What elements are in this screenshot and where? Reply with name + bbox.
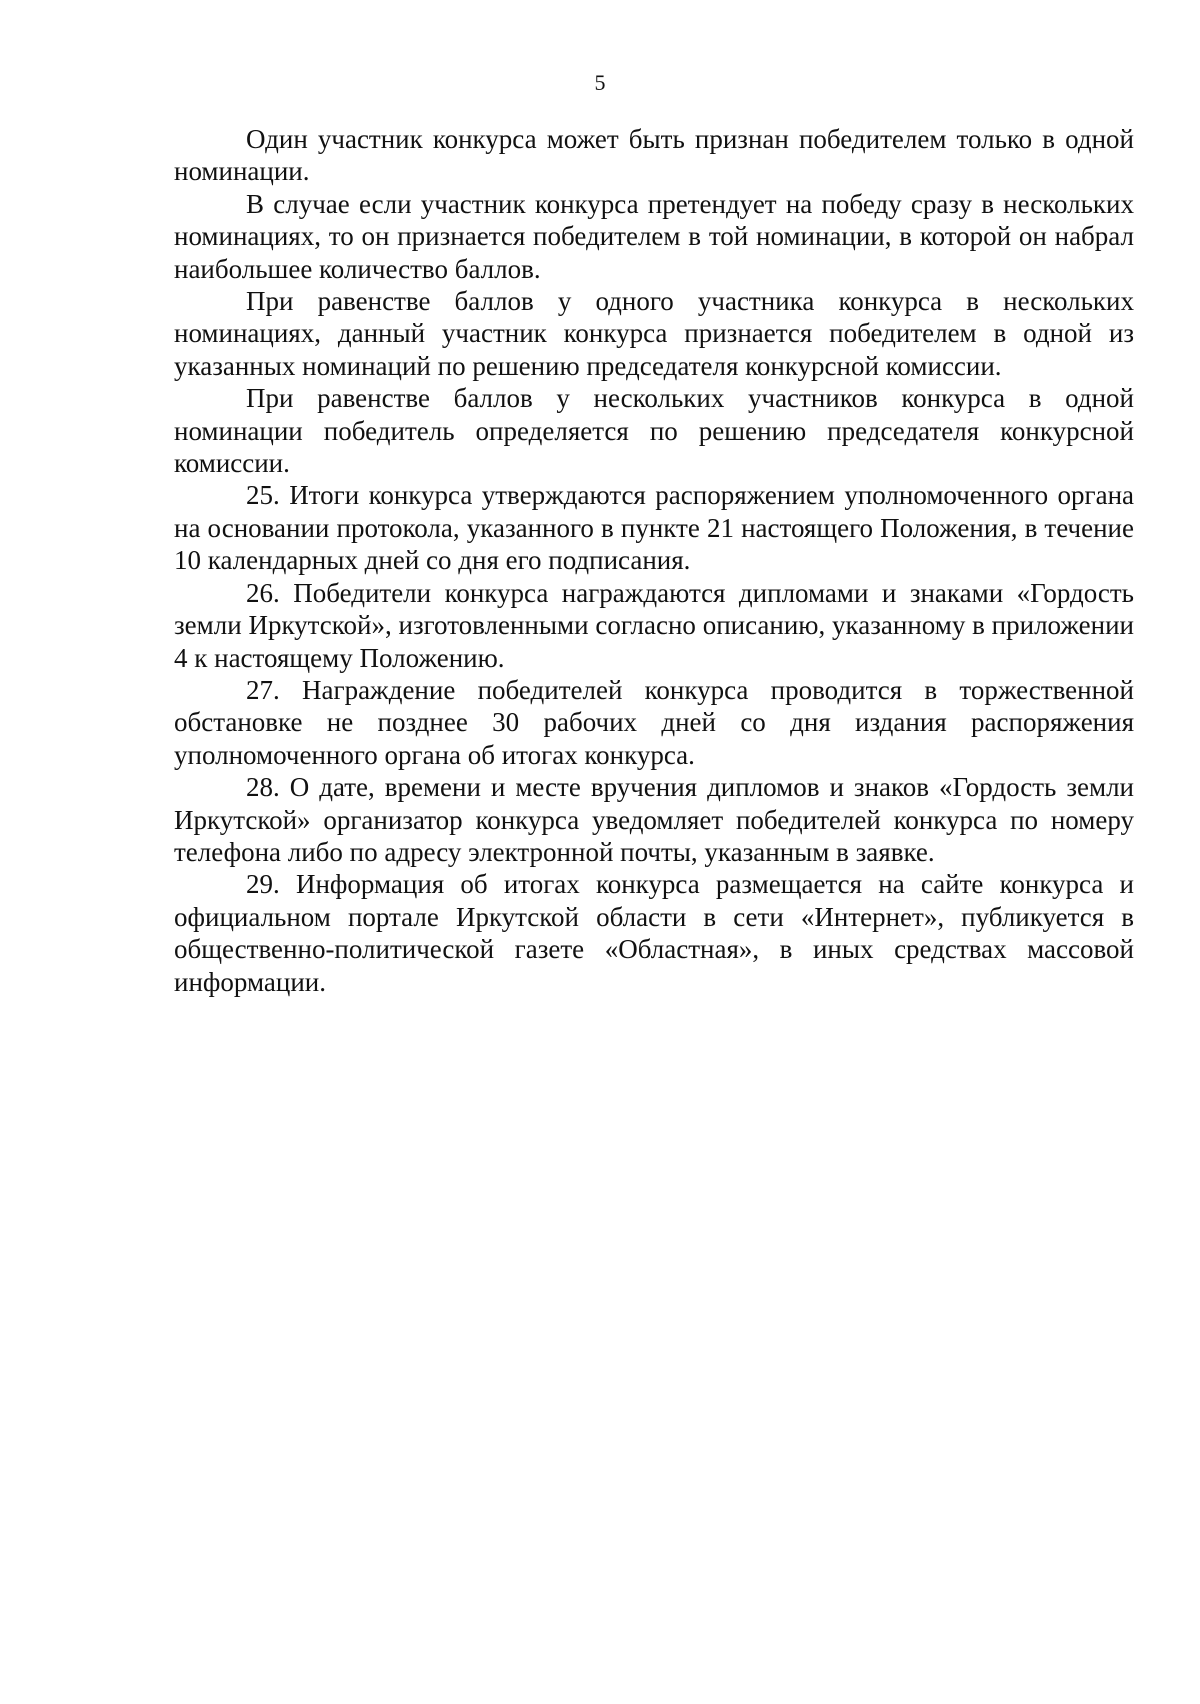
paragraph-item-29: 29. Информация об итогах конкурса размещается на сайте конкурса и официальном портале Иркутской области в сети «Интернет», публикуется в общественно-политической газете «Областная», в иных средствах массовой информации. (174, 869, 1134, 997)
paragraph-single-nomination: Один участник конкурса может быть признан победителем только в одной номинации. (174, 124, 1134, 187)
paragraph-item-28: 28. О дате, времени и месте вручения дипломов и знаков «Гордость земли Иркутской» организатор конкурса уведомляет победителей конкурса по номеру телефона либо по адресу электронной почты, указанным в заявке. (174, 772, 1134, 867)
paragraph-item-25: 25. Итоги конкурса утверждаются распоряжением уполномоченного органа на основании протокола, указанного в пункте 21 настоящего Положения, в течение 10 календарных дней со дня его подписания. (174, 480, 1134, 576)
paragraph-multiple-nominations: В случае если участник конкурса претендует на победу сразу в нескольких номинациях, то он признается победителем в той номинации, в которой он набрал наибольшее количество баллов. (174, 188, 1134, 284)
paragraph-item-27: 27. Награждение победителей конкурса проводится в торжественной обстановке не позднее 30 рабочих дней со дня издания распоряжения уполномоченного органа об итогах конкурса. (174, 674, 1134, 770)
document-body (174, 123, 1134, 998)
paragraph-equal-points-several-participants: При равенстве баллов у нескольких участников конкурса в одной номинации победитель определяется по решению председателя конкурсной комиссии. (174, 383, 1134, 479)
paragraph-equal-points-one-participant: При равенстве баллов у одного участника конкурса в нескольких номинациях, данный участник конкурса признается победителем в одной из указанных номинаций по решению председателя конкурсной комиссии. (174, 286, 1134, 381)
paragraph-item-26: 26. Победители конкурса награждаются дипломами и знаками «Гордость земли Иркутской», изготовленными согласно описанию, указанному в приложении 4 к настоящему Положению. (174, 577, 1134, 673)
page-number: 5 (594, 70, 606, 95)
